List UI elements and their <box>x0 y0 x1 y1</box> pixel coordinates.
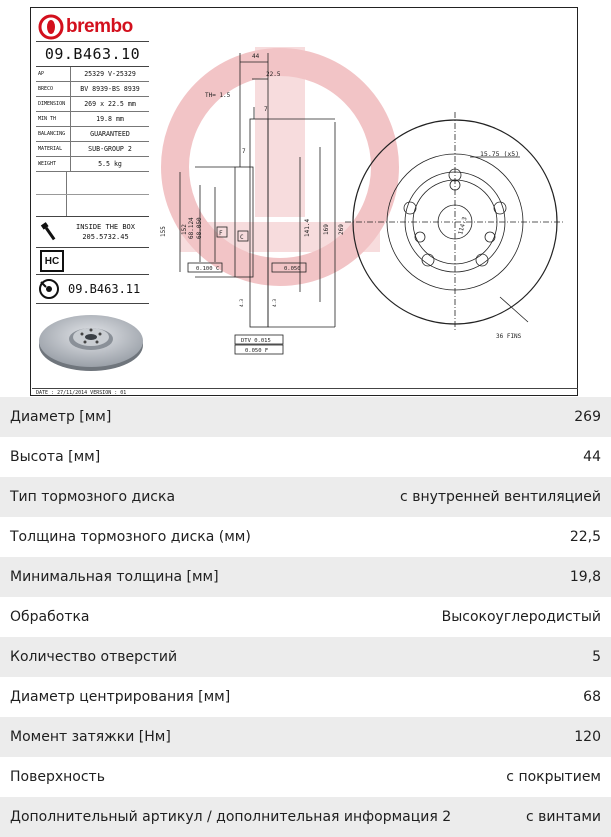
spec-row-height <box>0 437 611 477</box>
spec-list <box>0 397 611 837</box>
fins-label: 36 FINS <box>496 333 522 340</box>
drawing-spec-value: BV 8939-BS 8939 <box>71 82 150 97</box>
spec-label: Тип тормозного диска <box>10 489 176 505</box>
part-number: 09.B463.10 <box>36 42 149 67</box>
dim-small-a: 4.3 <box>240 298 245 307</box>
dim-7-mid: 7 <box>242 148 246 155</box>
dim-7-top: 7 <box>264 106 268 113</box>
spec-row-additional-info <box>0 797 611 837</box>
spec-value: 120 <box>574 729 601 745</box>
spec-row-centering-diameter <box>0 677 611 717</box>
alt-part-number: 09.B463.11 <box>68 282 141 296</box>
spec-value: с винтами <box>525 809 601 825</box>
spec-value: 22,5 <box>569 529 601 545</box>
drawing-spec-key: AP <box>36 67 71 82</box>
spec-value: 44 <box>583 449 601 465</box>
spec-row-hole-count <box>0 637 611 677</box>
spec-value: 269 <box>574 409 601 425</box>
dim-169: 169 <box>323 224 330 235</box>
technical-drawing-sheet <box>30 7 578 398</box>
spec-label: Поверхность <box>10 769 105 785</box>
spec-value: 19,8 <box>569 569 601 585</box>
dim-pcd: 114.3 <box>457 216 469 236</box>
drawing-spec-key: DIMENSION <box>36 97 71 112</box>
spec-label: Высота [мм] <box>10 449 101 465</box>
dim-44: 44 <box>252 53 260 60</box>
spec-value: Высокоуглеродистый <box>441 609 601 625</box>
tol-dtv: DTV 0.015 <box>241 338 271 344</box>
dim-small-b: 4.3 <box>273 298 278 307</box>
dim-68-050: 68.050 <box>196 217 203 239</box>
dim-155: 155 <box>160 226 167 237</box>
drawing-spec-value: GUARANTEED <box>71 127 150 142</box>
dim-holes: 15.75 (x5) <box>480 150 520 158</box>
spec-label: Минимальная толщина [мм] <box>10 569 219 585</box>
drawing-spec-key: MIN TH <box>36 112 71 127</box>
spec-label: Обработка <box>10 609 90 625</box>
tol-0-050-f: 0.050 F <box>245 348 269 354</box>
dim-th: TH= 1.5 <box>205 92 231 99</box>
spec-row-min-thickness <box>0 557 611 597</box>
label-f: F <box>219 230 223 237</box>
drawing-date-version: DATE : 27/11/2014 VERSION : 01 <box>32 388 578 398</box>
drawing-spec-value: 19.8 mm <box>71 112 150 127</box>
spec-label: Диаметр [мм] <box>10 409 112 425</box>
dim-68-124: 68.124 <box>188 217 195 239</box>
tol-0-050: 0.050 <box>284 266 301 272</box>
drawing-spec-value: 269 x 22.5 mm <box>71 97 150 112</box>
drawing-spec-value: 25329 V-25329 <box>71 67 150 82</box>
spec-row-torque <box>0 717 611 757</box>
inside-box-label: INSIDE THE BOX <box>75 223 135 231</box>
brand-name: brembo <box>66 16 133 37</box>
disc-cross-section-drawing <box>30 7 578 398</box>
spec-label: Количество отверстий <box>10 649 178 665</box>
spec-label: Диаметр центрирования [мм] <box>10 689 231 705</box>
spec-value: 5 <box>592 649 601 665</box>
drawing-spec-key: BALANCING <box>36 127 71 142</box>
tol-c: C <box>216 266 220 272</box>
drawing-spec-key: MATERIAL <box>36 142 71 157</box>
spec-row-disc-type <box>0 477 611 517</box>
spec-value: с внутренней вентиляцией <box>400 489 601 505</box>
dim-269: 269 <box>338 224 345 235</box>
drawing-spec-value: SUB-GROUP 2 <box>71 142 150 157</box>
spec-value: с покрытием <box>506 769 601 785</box>
hc-badge-icon: HC <box>40 250 64 272</box>
drawing-spec-key: BRECO <box>36 82 71 97</box>
dim-22-5: 22.5 <box>266 71 281 78</box>
drawing-spec-key: WEIGHT <box>36 157 71 172</box>
spec-label: Момент затяжки [Нм] <box>10 729 171 745</box>
spec-row-processing <box>0 597 611 637</box>
spec-row-diameter <box>0 397 611 437</box>
tol-0-100: 0.100 <box>196 266 213 272</box>
spec-row-surface <box>0 757 611 797</box>
dim-141-4: 141.4 <box>304 218 311 237</box>
spec-row-thickness <box>0 517 611 557</box>
dim-152: 152 <box>181 224 188 235</box>
drawing-spec-value: 5.5 kg <box>71 157 150 172</box>
label-c: C <box>240 234 244 241</box>
spec-label: Дополнительный артикул / дополнительная информация 2 <box>10 809 452 825</box>
spec-value: 68 <box>583 689 601 705</box>
inside-box-value: 205.5732.45 <box>82 233 129 241</box>
spec-label: Толщина тормозного диска (мм) <box>10 529 251 545</box>
